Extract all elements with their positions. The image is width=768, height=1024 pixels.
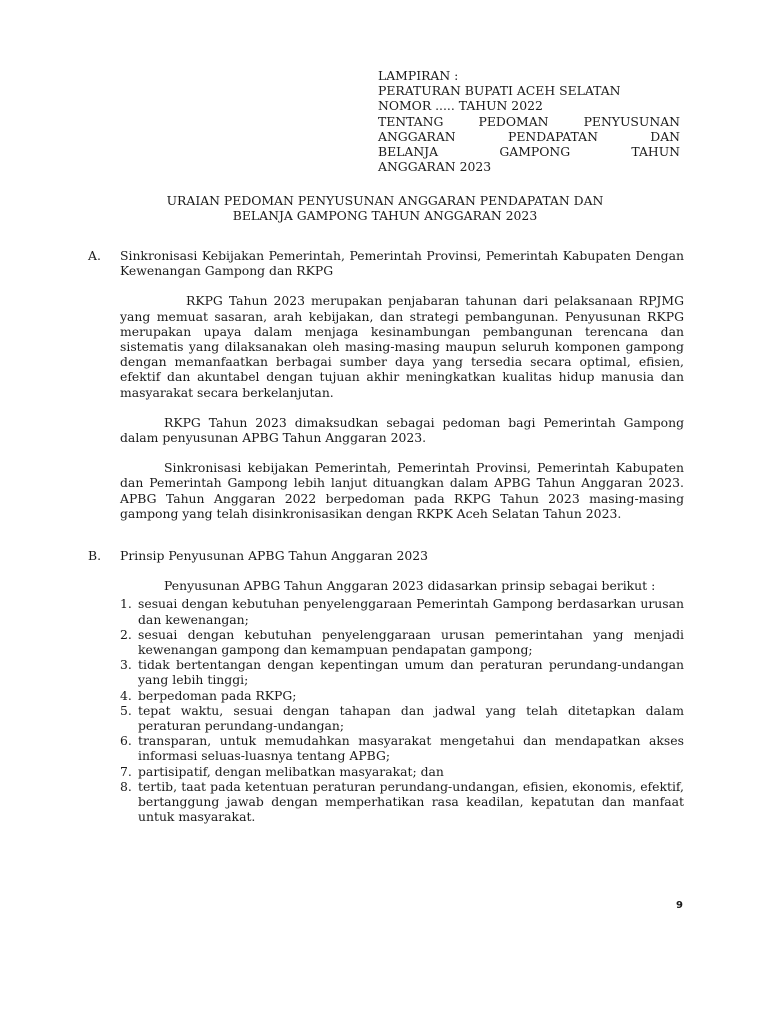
attachment-header [378, 68, 680, 174]
attachment-about-last: ANGGARAN 2023 [378, 159, 492, 175]
list-text: sesuai dengan kebutuhan penyelenggaraan urusan pemerintahan yang menjadi kewenangan gampong dan kemampuan pendapatan gampong; [138, 626, 684, 658]
principles-list [120, 596, 684, 824]
list-number: 6. [120, 733, 132, 749]
attachment-number: NOMOR ..... TAHUN 2022 [378, 98, 543, 114]
list-number: 7. [120, 763, 132, 779]
list-item [120, 688, 684, 703]
list-item [120, 657, 684, 687]
section-a [88, 248, 684, 521]
list-item [120, 703, 684, 733]
list-text: tidak bertentangan dengan kepentingan umum dan peraturan perundang-undangan yang lebih tinggi; [138, 657, 684, 688]
attachment-about-line: ANGGARAN PENDAPATAN DAN [378, 128, 680, 144]
page-number: 9 [676, 900, 683, 911]
section-b [88, 548, 684, 824]
attachment-about-line: BELANJA GAMPONG TAHUN [378, 144, 680, 160]
section-letter: B. [88, 548, 102, 563]
list-number: 3. [120, 657, 132, 673]
list-text: sesuai dengan kebutuhan penyelenggaraan Pemerintah Gampong berdasarkan urusan dan kewenangan; [138, 596, 684, 627]
list-text: berpedoman pada RKPG; [138, 687, 297, 703]
list-number: 2. [120, 626, 132, 642]
list-text: partisipatif, dengan melibatkan masyarakat; dan [138, 763, 444, 779]
list-number: 8. [120, 778, 132, 794]
list-text: transparan, untuk memudahkan masyarakat mengetahui dan mendapatkan akses informasi seluas-luasnya tentang APBG; [138, 733, 684, 764]
list-item [120, 733, 684, 763]
attachment-about-line: TENTANG PEDOMAN PENYUSUNAN [378, 113, 680, 129]
section-heading: Prinsip Penyusunan APBG Tahun Anggaran 2023 [120, 548, 429, 563]
document-title [100, 193, 670, 223]
section-letter: A. [88, 248, 101, 263]
section-paragraph: RKPG Tahun 2023 dimaksudkan sebagai pedoman bagi Pemerintah Gampong dalam penyusunan APBG Tahun Anggaran 2023. [120, 414, 684, 446]
section-intro: Penyusunan APBG Tahun Anggaran 2023 didasarkan prinsip sebagai berikut : [164, 578, 656, 594]
list-item [120, 779, 684, 825]
attachment-label: LAMPIRAN : [378, 68, 459, 83]
list-text: tertib, taat pada ketentuan peraturan perundang-undangan, efisien, ekonomis, efektif, bertanggung jawab dengan memperhatikan rasa keadilan, kepatutan dan manfaat untuk masyarakat. [138, 778, 684, 825]
title-line: URAIAN PEDOMAN PENYUSUNAN ANGGARAN PENDAPATAN DAN [166, 193, 604, 208]
list-text: tepat waktu, sesuai dengan tahapan dan jadwal yang telah ditetapkan dalam peraturan perundang-undangan; [138, 702, 684, 734]
section-paragraph: RKPG Tahun 2023 merupakan penjabaran tahunan dari pelaksanaan RPJMG yang memuat sasaran, arah kebijakan, dan strategi pembangunan. Penyusunan RKPG merupakan upaya dalam menjaga kesinambungan pembangunan terencana dan sistematis yang dilaksanakan oleh masing-masing maupun seluruh komponen gampong dengan memanfaatkan berbagai sumber daya yang tersedia secara optimal, efisien, efektif dan akuntabel dengan tujuan akhir meningkatkan kualitas hidup manusia dan masyarakat secara berkelanjutan. [120, 293, 684, 400]
list-number: 5. [120, 702, 132, 718]
list-number: 1. [120, 596, 132, 612]
attachment-regulation: PERATURAN BUPATI ACEH SELATAN [378, 83, 621, 99]
list-item [120, 627, 684, 657]
section-heading: Sinkronisasi Kebijakan Pemerintah, Pemerintah Provinsi, Pemerintah Kabupaten Dengan Kewenangan Gampong dan RKPG [120, 248, 684, 279]
list-item [120, 596, 684, 626]
list-item [120, 764, 684, 779]
title-line: BELANJA GAMPONG TAHUN ANGGARAN 2023 [232, 208, 538, 224]
section-paragraph: Sinkronisasi kebijakan Pemerintah, Pemerintah Provinsi, Pemerintah Kabupaten dan Pemerintah Gampong lebih lanjut dituangkan dalam APBG Tahun Anggaran 2023. APBG Tahun Anggaran 2022 berpedoman pada RKPG Tahun 2023 masing-masing gampong yang telah disinkronisasikan dengan RKPK Aceh Selatan Tahun 2023. [120, 460, 684, 521]
list-number: 4. [120, 687, 132, 703]
